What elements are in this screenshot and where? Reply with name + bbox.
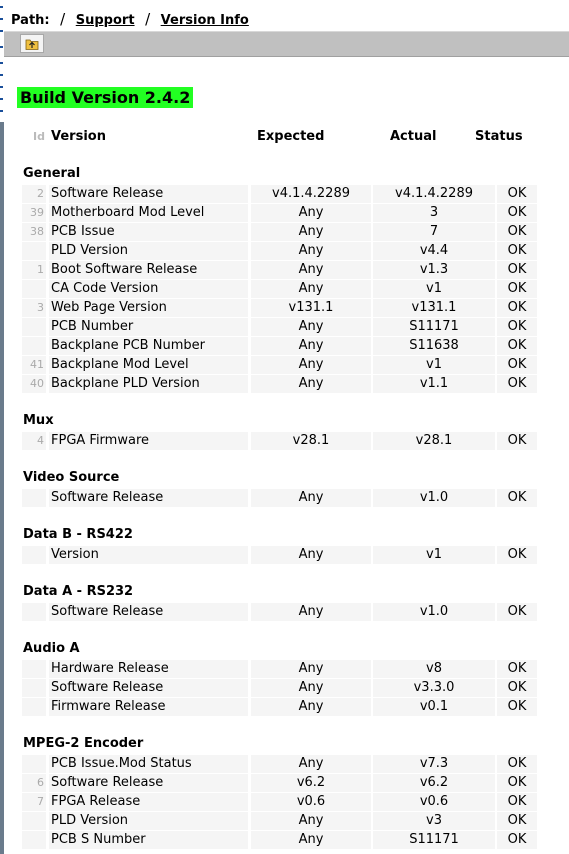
row-version-name: PLD Version: [49, 242, 248, 260]
row-actual-value: v1: [373, 356, 495, 374]
row-actual-value: v1.0: [373, 603, 495, 621]
table-row: [22, 299, 527, 318]
row-version-name: Firmware Release: [49, 698, 248, 716]
row-id: 40: [22, 375, 46, 393]
row-status: OK: [497, 774, 537, 792]
row-version-name: PLD Version: [49, 812, 248, 830]
row-version-name: Backplane PLD Version: [49, 375, 248, 393]
row-status: OK: [497, 812, 537, 830]
row-status: OK: [497, 831, 537, 849]
column-header-actual: Actual: [390, 129, 437, 144]
table-row: [22, 261, 527, 280]
table-row: [22, 831, 527, 850]
section-title: General: [23, 166, 81, 181]
row-id: [22, 679, 46, 697]
row-status: OK: [497, 698, 537, 716]
row-version-name: Boot Software Release: [49, 261, 248, 279]
row-status: OK: [497, 793, 537, 811]
section-title: Audio A: [23, 641, 80, 656]
table-row: [22, 793, 527, 812]
row-version-name: FPGA Release: [49, 793, 248, 811]
breadcrumb-link-support[interactable]: Support: [75, 13, 135, 28]
table-row: [22, 204, 527, 223]
row-expected-value: Any: [251, 660, 371, 678]
folder-up-icon: [21, 35, 43, 52]
row-id: [22, 280, 46, 298]
row-expected-value: v131.1: [251, 299, 371, 317]
row-actual-value: S11171: [373, 318, 495, 336]
row-id: 41: [22, 356, 46, 374]
row-version-name: Motherboard Mod Level: [49, 204, 248, 222]
row-id: [22, 546, 46, 564]
left-frame-edge: [0, 0, 4, 854]
row-status: OK: [497, 489, 537, 507]
row-status: OK: [497, 185, 537, 203]
row-expected-value: Any: [251, 337, 371, 355]
row-version-name: Software Release: [49, 774, 248, 792]
row-expected-value: Any: [251, 280, 371, 298]
section-title: MPEG-2 Encoder: [23, 736, 144, 751]
row-status: OK: [497, 242, 537, 260]
row-id: 4: [22, 432, 46, 450]
row-status: OK: [497, 337, 537, 355]
row-id: 39: [22, 204, 46, 222]
row-expected-value: Any: [251, 755, 371, 773]
row-status: OK: [497, 432, 537, 450]
row-id: [22, 660, 46, 678]
table-row: [22, 698, 527, 717]
row-actual-value: v0.1: [373, 698, 495, 716]
row-id: [22, 242, 46, 260]
build-version-label: Build Version 2.4.2: [17, 87, 193, 108]
breadcrumb-separator: /: [60, 10, 66, 28]
table-row: [22, 223, 527, 242]
table-row: [22, 774, 527, 793]
row-status: OK: [497, 299, 537, 317]
row-actual-value: 7: [373, 223, 495, 241]
row-actual-value: v4.1.4.2289: [373, 185, 495, 203]
row-version-name: Backplane Mod Level: [49, 356, 248, 374]
column-header-version: Version: [51, 129, 106, 144]
row-version-name: Backplane PCB Number: [49, 337, 248, 355]
table-row: [22, 755, 527, 774]
table-row: [22, 185, 527, 204]
table-row: [22, 812, 527, 831]
table-row: [22, 280, 527, 299]
row-actual-value: v3.3.0: [373, 679, 495, 697]
row-actual-value: 3: [373, 204, 495, 222]
section-title: Video Source: [23, 470, 120, 485]
row-version-name: CA Code Version: [49, 280, 248, 298]
row-expected-value: Any: [251, 375, 371, 393]
row-status: OK: [497, 204, 537, 222]
row-id: [22, 318, 46, 336]
table-row: [22, 489, 527, 508]
row-expected-value: v28.1: [251, 432, 371, 450]
row-id: [22, 603, 46, 621]
row-id: [22, 831, 46, 849]
row-id: [22, 755, 46, 773]
row-id: 1: [22, 261, 46, 279]
row-expected-value: Any: [251, 204, 371, 222]
breadcrumb: [11, 10, 249, 30]
row-id: 2: [22, 185, 46, 203]
row-id: 38: [22, 223, 46, 241]
row-expected-value: v6.2: [251, 774, 371, 792]
row-expected-value: Any: [251, 603, 371, 621]
row-version-name: PCB Issue: [49, 223, 248, 241]
row-actual-value: v1.1: [373, 375, 495, 393]
row-version-name: Software Release: [49, 603, 248, 621]
row-actual-value: v7.3: [373, 755, 495, 773]
row-actual-value: v8: [373, 660, 495, 678]
table-row: [22, 356, 527, 375]
toolbar: [4, 31, 569, 57]
row-status: OK: [497, 356, 537, 374]
row-actual-value: v1.3: [373, 261, 495, 279]
breadcrumb-label: Path:: [11, 13, 50, 28]
row-expected-value: Any: [251, 698, 371, 716]
row-expected-value: Any: [251, 831, 371, 849]
row-expected-value: Any: [251, 812, 371, 830]
row-version-name: Version: [49, 546, 248, 564]
row-id: [22, 698, 46, 716]
section-title: Mux: [23, 413, 54, 428]
row-id: [22, 489, 46, 507]
row-expected-value: Any: [251, 489, 371, 507]
table-row: [22, 432, 527, 451]
table-row: [22, 660, 527, 679]
row-status: OK: [497, 223, 537, 241]
breadcrumb-link-version-info[interactable]: Version Info: [160, 13, 249, 28]
table-row: [22, 242, 527, 261]
row-expected-value: Any: [251, 546, 371, 564]
table-row: [22, 318, 527, 337]
row-expected-value: v0.6: [251, 793, 371, 811]
column-header-expected: Expected: [257, 129, 325, 144]
row-status: OK: [497, 318, 537, 336]
table-row: [22, 337, 527, 356]
up-folder-button[interactable]: [20, 34, 44, 53]
row-expected-value: Any: [251, 356, 371, 374]
table-row: [22, 375, 527, 394]
row-version-name: Software Release: [49, 679, 248, 697]
row-expected-value: Any: [251, 679, 371, 697]
row-version-name: PCB S Number: [49, 831, 248, 849]
row-expected-value: Any: [251, 242, 371, 260]
row-status: OK: [497, 261, 537, 279]
row-actual-value: v3: [373, 812, 495, 830]
row-version-name: PCB Number: [49, 318, 248, 336]
row-expected-value: Any: [251, 223, 371, 241]
row-version-name: Web Page Version: [49, 299, 248, 317]
row-status: OK: [497, 603, 537, 621]
row-status: OK: [497, 375, 537, 393]
row-status: OK: [497, 660, 537, 678]
row-status: OK: [497, 755, 537, 773]
row-id: [22, 812, 46, 830]
breadcrumb-separator: /: [145, 10, 151, 28]
row-actual-value: S11171: [373, 831, 495, 849]
column-header-id: Id: [33, 130, 45, 143]
row-actual-value: v4.4: [373, 242, 495, 260]
row-status: OK: [497, 546, 537, 564]
table-row: [22, 603, 527, 622]
table-row: [22, 546, 527, 565]
row-id: [22, 337, 46, 355]
row-id: 6: [22, 774, 46, 792]
row-version-name: Software Release: [49, 489, 248, 507]
section-title: Data B - RS422: [23, 527, 133, 542]
row-actual-value: v28.1: [373, 432, 495, 450]
table-row: [22, 679, 527, 698]
row-status: OK: [497, 280, 537, 298]
section-title: Data A - RS232: [23, 584, 134, 599]
row-actual-value: v1: [373, 280, 495, 298]
row-version-name: Hardware Release: [49, 660, 248, 678]
row-actual-value: v1: [373, 546, 495, 564]
row-actual-value: v6.2: [373, 774, 495, 792]
row-id: 3: [22, 299, 46, 317]
row-expected-value: Any: [251, 318, 371, 336]
row-version-name: FPGA Firmware: [49, 432, 248, 450]
row-version-name: PCB Issue.Mod Status: [49, 755, 248, 773]
column-header-status: Status: [475, 129, 523, 144]
row-version-name: Software Release: [49, 185, 248, 203]
row-id: 7: [22, 793, 46, 811]
row-expected-value: Any: [251, 261, 371, 279]
row-actual-value: v1.0: [373, 489, 495, 507]
row-status: OK: [497, 679, 537, 697]
row-actual-value: v0.6: [373, 793, 495, 811]
row-expected-value: v4.1.4.2289: [251, 185, 371, 203]
row-actual-value: S11638: [373, 337, 495, 355]
row-actual-value: v131.1: [373, 299, 495, 317]
